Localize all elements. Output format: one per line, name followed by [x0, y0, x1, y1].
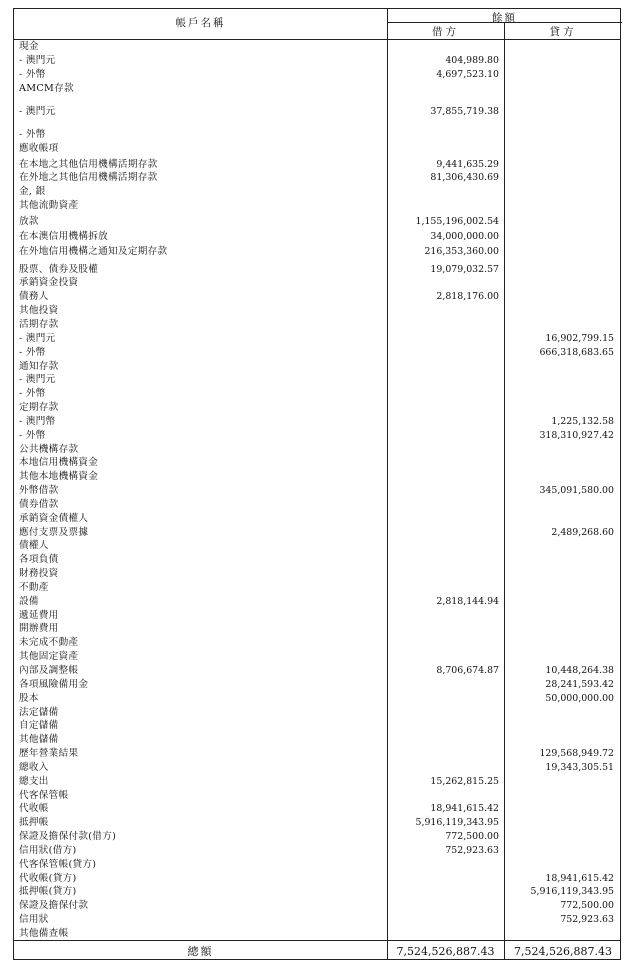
table-row: [14, 761, 620, 774]
total-row: [14, 940, 620, 962]
account-label: 債務人: [19, 291, 49, 303]
account-label: 活期存款: [19, 318, 59, 330]
table-row: [14, 346, 620, 359]
table-row: [14, 158, 620, 171]
account-label: - 澳門元: [19, 105, 56, 117]
account-label: 不動產: [19, 581, 49, 593]
table-row: [14, 539, 620, 552]
credit-value: 5,916,119,343.95: [530, 886, 614, 898]
table-row: [14, 927, 620, 940]
account-label: 放款: [19, 216, 39, 228]
debit-value: 15,262,815.25: [430, 775, 499, 787]
account-label: 通知存款: [19, 360, 59, 372]
table-row: [14, 318, 620, 331]
table-row: [14, 387, 620, 400]
table-row: [14, 747, 620, 760]
table-row: [14, 105, 620, 118]
credit-value: 1,225,132.58: [551, 415, 614, 427]
table-row: [14, 401, 620, 414]
table-row: [14, 373, 620, 386]
table-row: [14, 816, 620, 829]
table-row: [14, 263, 620, 276]
account-label: 抵押帳(貸方): [19, 886, 77, 898]
header-divider: [387, 22, 622, 23]
credit-value: 50,000,000.00: [545, 692, 614, 704]
account-label: 債權人: [19, 540, 49, 552]
table-row: [14, 595, 620, 608]
credit-value: 666,318,683.65: [539, 346, 614, 358]
table-row: [14, 230, 620, 243]
account-label: 在外地信用機構之通知及定期存款: [19, 246, 168, 258]
table-row: [14, 553, 620, 566]
debit-value: 37,855,719.38: [430, 105, 499, 117]
account-label: 股票、債券及股權: [19, 263, 99, 275]
table-row: [14, 415, 620, 428]
account-label: 其他儲備: [19, 734, 59, 746]
table-row: [14, 581, 620, 594]
header-balance: 餘額: [492, 12, 517, 24]
account-label: 各項負債: [19, 554, 59, 566]
table-row: [14, 872, 620, 885]
account-label: 其他固定資產: [19, 651, 79, 663]
credit-value: 10,448,264.38: [545, 665, 614, 676]
debit-value: 2,818,176.00: [436, 291, 499, 303]
table-row: [14, 245, 620, 258]
account-label: 代客保管帳(貸方): [19, 858, 97, 870]
account-label: 應收帳項: [19, 142, 59, 154]
table-row: [14, 290, 620, 303]
account-label: 自定儲備: [19, 720, 59, 732]
table-row: [14, 692, 620, 705]
table-row: [14, 609, 620, 622]
credit-value: 752,923.63: [560, 914, 614, 926]
debit-value: 4,697,523.10: [436, 68, 499, 80]
account-label: 遞延費用: [19, 609, 59, 621]
debit-value: 19,079,032.57: [430, 263, 499, 275]
account-label: 本地信用機構資金: [19, 457, 99, 469]
debit-value: 772,500.00: [445, 831, 499, 843]
table-row: [14, 526, 620, 539]
table-row: [14, 636, 620, 649]
table-row: [14, 650, 620, 663]
table-row: [14, 802, 620, 815]
account-label: 金, 銀: [19, 186, 46, 198]
account-label: 在本澳信用機構拆放: [19, 231, 109, 243]
credit-value: 345,091,580.00: [539, 485, 614, 497]
account-label: 保證及擔保付款(借方): [19, 831, 117, 843]
account-label: 總支出: [19, 775, 49, 787]
table-row: [14, 789, 620, 802]
account-label: 在外地之其他信用機構活期存款: [19, 172, 158, 184]
header-credit: 貸方: [549, 26, 577, 38]
debit-value: 1,155,196,002.54: [415, 216, 499, 228]
debit-value: 216,353,360.00: [424, 246, 499, 258]
account-label: 外幣借款: [19, 485, 59, 497]
table-row: [14, 304, 620, 317]
header-debit: 借方: [432, 26, 459, 38]
table-row: [14, 733, 620, 746]
account-label: - 外幣: [19, 68, 46, 80]
table-row: [14, 470, 620, 483]
account-label: 內部及調整帳: [19, 665, 79, 676]
debit-value: 9,441,635.29: [436, 158, 499, 170]
account-label: 財務投資: [19, 568, 59, 580]
table-row: [14, 913, 620, 926]
credit-value: 19,343,305.51: [545, 761, 614, 773]
account-label: 信用狀(借方): [19, 844, 77, 856]
account-label: 股本: [19, 692, 39, 704]
table-row: [14, 171, 620, 184]
account-label: - 澳門幣: [19, 415, 56, 427]
credit-value: 2,489,268.60: [551, 526, 614, 538]
account-label: 其他投資: [19, 305, 59, 317]
account-label: 抵押帳: [19, 817, 49, 829]
account-label: 代收帳: [19, 803, 49, 815]
table-row: [14, 567, 620, 580]
table-row: [14, 678, 620, 691]
table-row: [14, 68, 620, 81]
debit-value: 404,989.80: [445, 54, 499, 66]
account-label: - 澳門元: [19, 374, 56, 386]
table-row: [14, 40, 620, 53]
account-label: 定期存款: [19, 402, 59, 414]
total-debit: 7,524,526,887.43: [396, 945, 495, 958]
debit-value: 2,818,144.94: [436, 595, 499, 607]
account-label: 代收帳(貸方): [19, 872, 77, 884]
table-row: [14, 360, 620, 373]
account-label: 法定儲備: [19, 706, 59, 718]
table-row: [14, 706, 620, 719]
account-label: 承銷資金債權人: [19, 512, 89, 524]
account-label: 債券借款: [19, 498, 59, 510]
account-label: 未完成不動產: [19, 637, 79, 649]
table-row: [14, 82, 620, 95]
account-label: - 澳門元: [19, 54, 56, 66]
debit-value: 34,000,000.00: [430, 231, 499, 243]
credit-value: 28,241,593.42: [545, 678, 614, 690]
table-row: [14, 775, 620, 788]
table-row: [14, 54, 620, 67]
table-row: [14, 622, 620, 635]
table-row: [14, 885, 620, 898]
debit-value: 8,706,674.87: [436, 665, 499, 676]
table-row: [14, 858, 620, 871]
account-label: 在本地之其他信用機構活期存款: [19, 158, 158, 170]
account-label: 公共機構存款: [19, 443, 79, 455]
table-row: [14, 664, 620, 677]
debit-value: 752,923.63: [445, 844, 499, 856]
table-row: [14, 512, 620, 525]
table-row: [14, 276, 620, 289]
table-header: [14, 9, 620, 40]
account-label: 應付支票及票據: [19, 526, 89, 538]
table-row: [14, 498, 620, 511]
table-row: [14, 332, 620, 345]
table-row: [14, 443, 620, 456]
debit-value: 5,916,119,343.95: [415, 817, 499, 829]
header-account-name: 帳戶名稱: [175, 17, 226, 29]
table-row: [14, 830, 620, 843]
account-label: - 外幣: [19, 128, 46, 140]
account-label: 保證及擔保付款: [19, 900, 89, 912]
account-label: 其他備查帳: [19, 928, 69, 939]
account-label: 承銷資金投資: [19, 277, 79, 289]
account-label: 設備: [19, 595, 39, 607]
table-row: [14, 456, 620, 469]
account-label: 開辦費用: [19, 623, 59, 635]
table-row: [14, 199, 620, 212]
credit-value: 18,941,615.42: [545, 872, 614, 884]
total-label: 總額: [187, 945, 214, 958]
credit-value: 318,310,927.42: [539, 429, 614, 441]
table-row: [14, 185, 620, 198]
total-credit: 7,524,526,887.43: [514, 945, 612, 958]
account-label: 各項風險備用金: [19, 678, 89, 690]
account-label: - 外幣: [19, 388, 46, 400]
debit-value: 18,941,615.42: [430, 803, 499, 815]
account-label: - 外幣: [19, 346, 46, 358]
table-row: [14, 719, 620, 732]
credit-value: 129,568,949.72: [539, 748, 614, 760]
table-row: [14, 429, 620, 442]
account-label: AMCM存款: [19, 82, 74, 94]
account-label: 其他流動資產: [19, 200, 79, 212]
table-row: [14, 142, 620, 155]
account-label: 信用狀: [19, 914, 49, 926]
account-label: 代客保管帳: [19, 789, 69, 801]
account-label: 歷年營業結果: [19, 748, 79, 760]
credit-value: 772,500.00: [560, 900, 614, 912]
table-row: [14, 899, 620, 912]
table-row: [14, 215, 620, 228]
table-row: [14, 844, 620, 857]
table-row: [14, 128, 620, 141]
debit-value: 81,306,430.69: [430, 172, 499, 184]
account-label: 其他本地機構資金: [19, 471, 99, 483]
table-row: [14, 484, 620, 497]
account-label: - 外幣: [19, 429, 46, 441]
balance-sheet-table: [13, 8, 621, 960]
account-label: - 澳門元: [19, 332, 56, 344]
account-label: 總收入: [19, 761, 49, 773]
account-label: 現金: [19, 41, 39, 52]
credit-value: 16,902,799.15: [545, 332, 614, 344]
